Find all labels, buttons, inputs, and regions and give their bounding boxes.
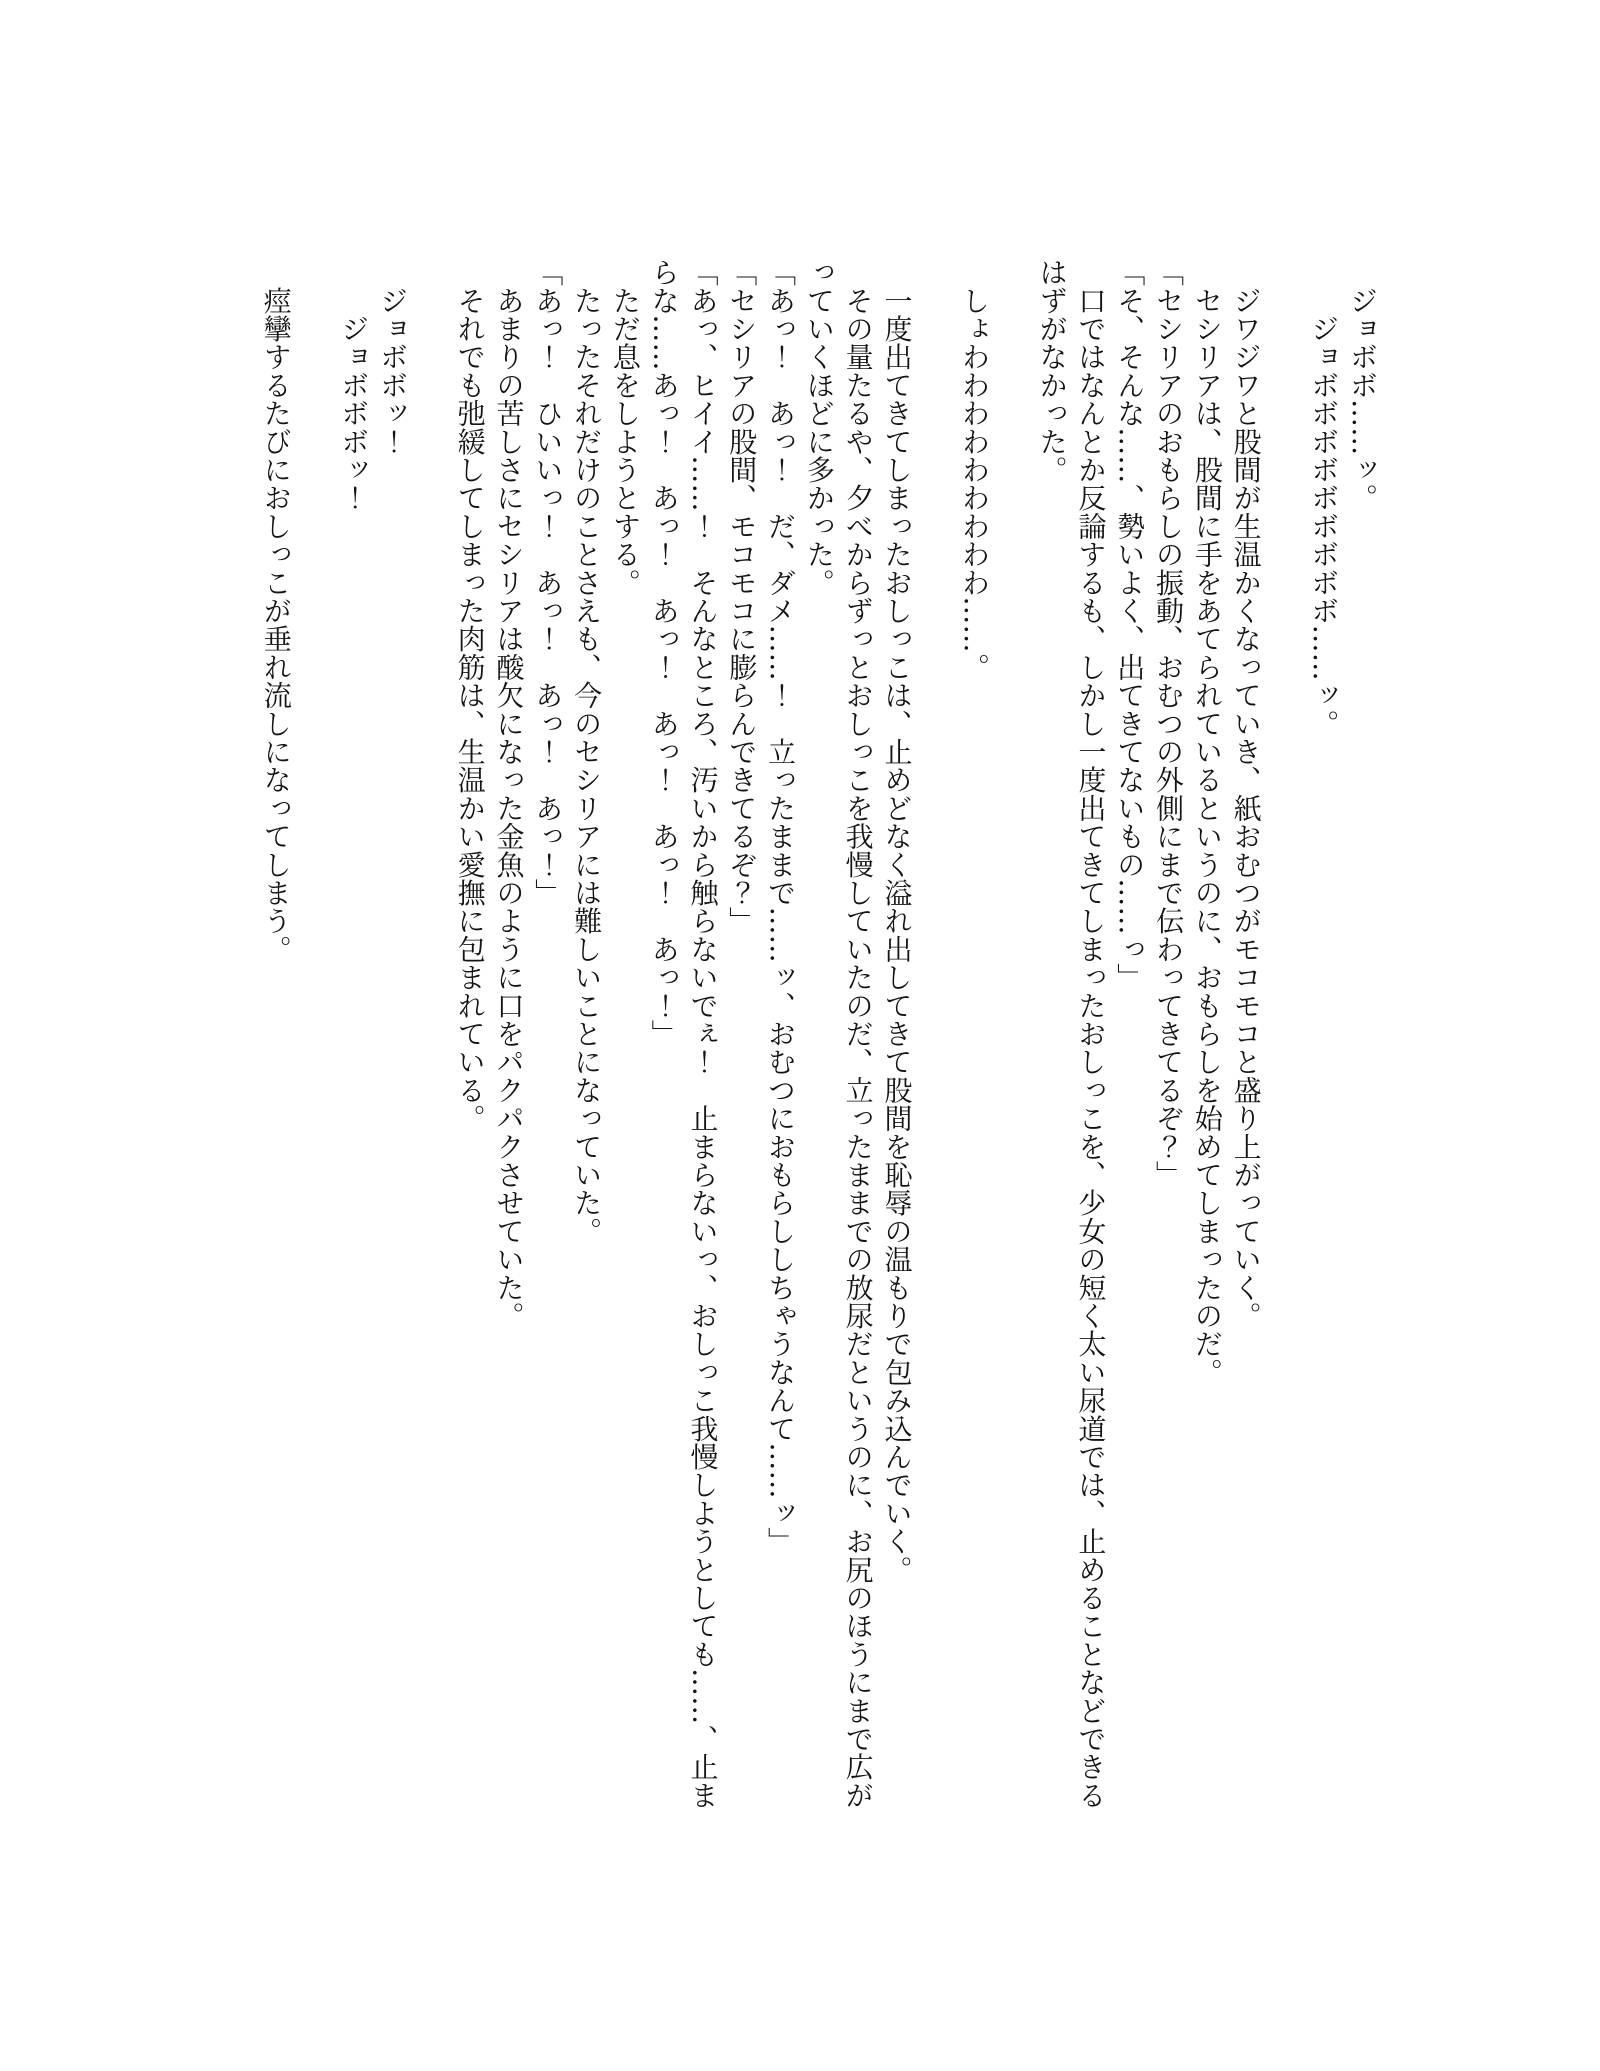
blank-line	[993, 258, 1032, 1810]
paragraph-line: ジワジワと股間が生温かくなっていき、紙おむつがモコモコと盛り上がっていく。	[1229, 258, 1263, 1330]
paragraph-line: 一度出てきてしまったおしっこは、止めどなく溢れ出してきて股間を恥辱の温もりで包み込んでいく。	[880, 258, 914, 1584]
paragraph-line: 「あっ、ヒイイ……！ そんなところ、汚いから触らないでぇ！ 止まらないっ、おしっこ我慢しようとしても……、止まらな……あっ！ あっ！ あっ！ あっ！ あっ！ あっ！」	[647, 258, 720, 1809]
paragraph-line: たったそれだけのことさえも、今のセシリアには難しいことになっていた。	[570, 258, 604, 1245]
paragraph-line: それでも弛緩してしまった肉筋は、生温かい愛撫に包まれている。	[453, 258, 487, 1133]
paragraph-line: 「セシリアのおもらしの振動、おむつの外側にまで伝わってきてるぞ？」	[1152, 258, 1186, 1189]
blank-line	[295, 258, 334, 1810]
paragraph-line: ジョボボ……ッ。	[1346, 258, 1379, 512]
blank-line	[915, 258, 954, 1810]
paragraph-line: しょわわわわわわわわわ……。	[958, 258, 992, 681]
paragraph-line: 「あっ！ ひいいっ！ あっ！ あっ！ あっ！」	[531, 258, 565, 907]
paragraph-line: 「あっ！ あっ！ だ、ダメ……！ 立ったままで……ッ、おむつにおもらししちゃうなんて……ッ」	[764, 258, 798, 1556]
paragraph-line: 口ではなんとか反論するも、しかし一度出てきてしまったおしっこを、少女の短く太い尿道では、止めることなどできるはずがなかった。	[1035, 258, 1108, 1809]
paragraph-line: 「そ、そんな……、勢いよく、出てきてないもの……っ」	[1113, 258, 1147, 992]
paragraph-line: 「セシリアの股間、モコモコに膨らんできてるぞ？」	[725, 258, 759, 935]
blank-line	[1265, 258, 1304, 1810]
paragraph-line: ジョボボッ！	[376, 258, 410, 456]
blank-line	[411, 258, 450, 1810]
paragraph-line: 痙攣するたびにおしっこが垂れ流しになってしまう。	[259, 258, 293, 963]
paragraph-line: セシリアは、股間に手をあてられているというのに、おもらしを始めてしまったのだ。	[1190, 258, 1224, 1386]
paragraph-line: あまりの苦しさにセシリアは酸欠になった金魚のように口をパクパクさせていた。	[492, 258, 526, 1330]
paragraph-line: ただ息をしようとする。	[608, 258, 642, 597]
vertical-text-body	[256, 258, 1381, 1810]
paragraph-line: ジョボボボボボボボボボ……ッ。	[1307, 258, 1341, 738]
paragraph-line: ジョボボボッ！	[337, 258, 371, 512]
paragraph-line: その量たるや、夕べからずっとおしっこを我慢していたのだ、立ったままでの放尿だというのに、お尻のほうにまで広がっていくほどに多かった。	[802, 258, 875, 1809]
